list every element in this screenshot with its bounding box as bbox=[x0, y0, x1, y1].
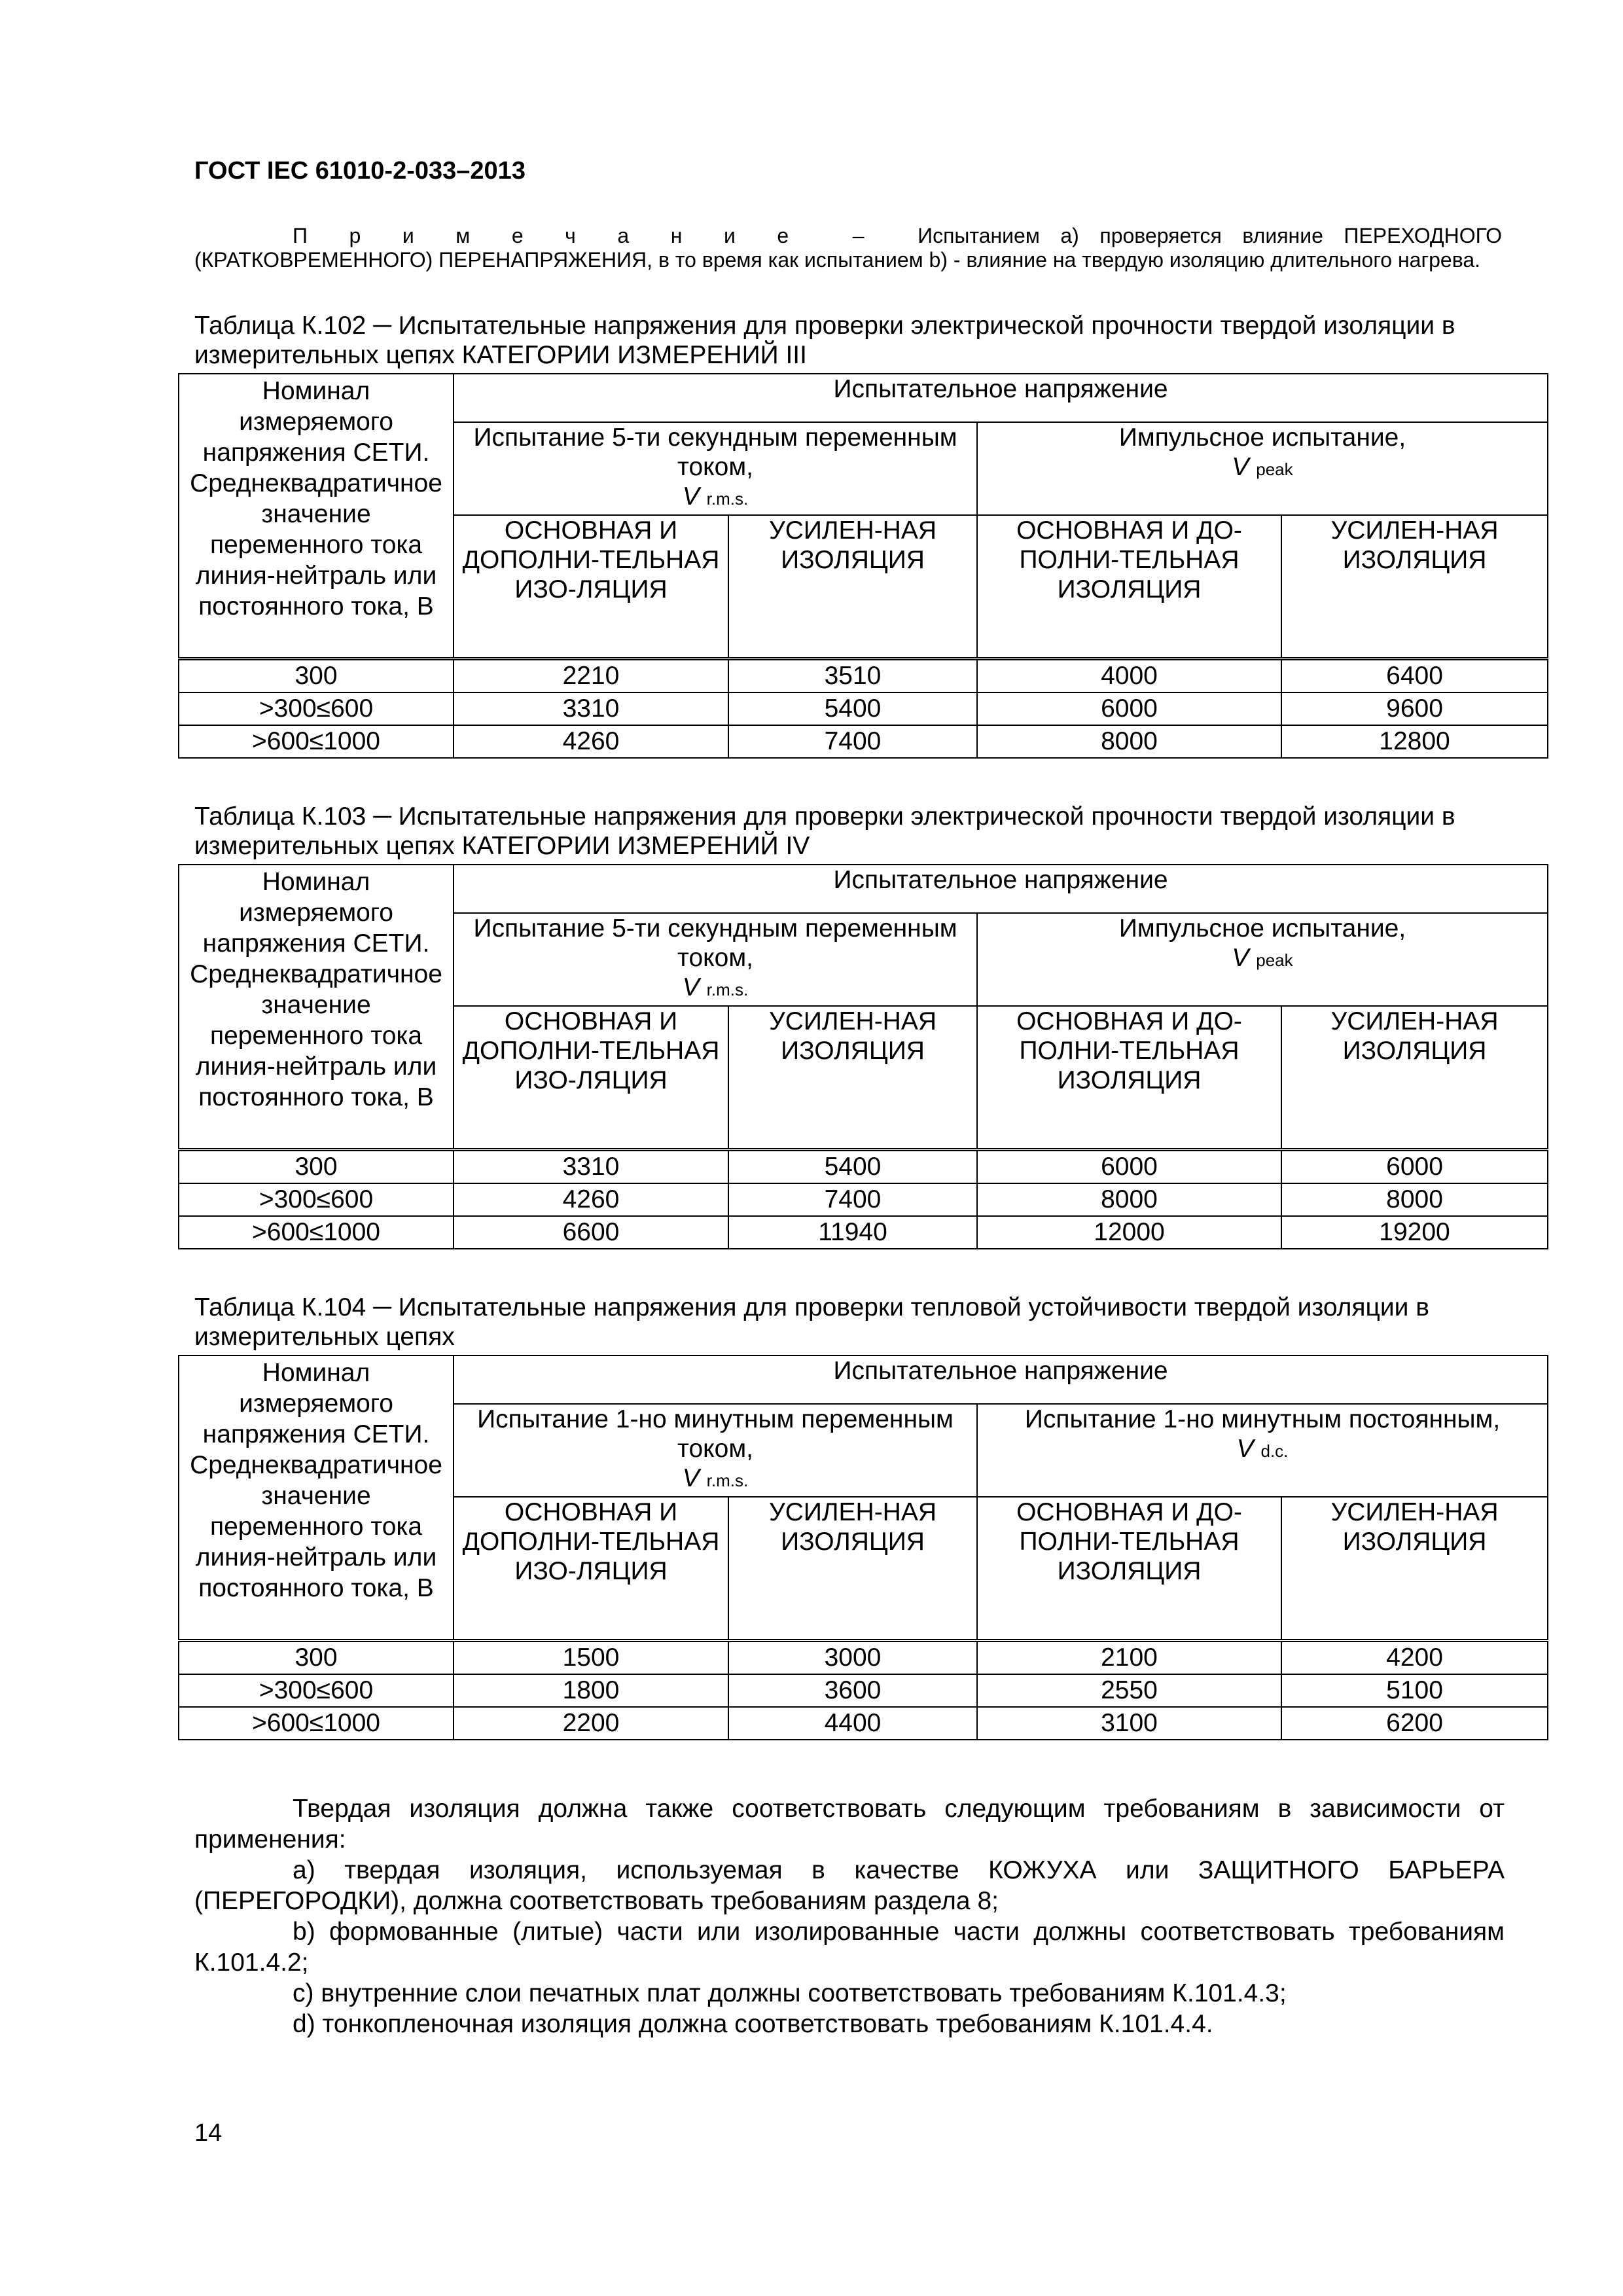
table-cell: 5400 bbox=[728, 692, 977, 725]
table-row bbox=[179, 725, 1548, 758]
table-row bbox=[179, 1216, 1548, 1249]
table-cell: 2100 bbox=[977, 1641, 1281, 1675]
column-header: УСИЛЕН-НАЯ ИЗОЛЯЦИЯ bbox=[728, 1006, 977, 1149]
table-cell: 4000 bbox=[977, 659, 1281, 693]
column-header: ОСНОВНАЯ И ДОПОЛНИ-ТЕЛЬНАЯ ИЗО-ЛЯЦИЯ bbox=[454, 1497, 728, 1640]
requirement-item: d) тонкопленочная изоляция должна соответствовать требованиям К.101.4.4. bbox=[293, 2010, 1213, 2038]
column-header: УСИЛЕН-НАЯ ИЗОЛЯЦИЯ bbox=[1281, 1006, 1548, 1149]
table-cell: >300≤600 bbox=[179, 1183, 454, 1216]
table-cell: 6400 bbox=[1281, 659, 1548, 693]
table-row bbox=[179, 659, 1548, 693]
table-cell: >300≤600 bbox=[179, 692, 454, 725]
column-header: УСИЛЕН-НАЯ ИЗОЛЯЦИЯ bbox=[1281, 1497, 1548, 1640]
top-header-cell: Испытательное напряжение bbox=[454, 865, 1548, 913]
table-cell: 8000 bbox=[977, 725, 1281, 758]
note-dash: – bbox=[852, 224, 865, 247]
table-cell: 300 bbox=[179, 1150, 454, 1184]
document-header: ГОСТ IEC 61010-2-033–2013 bbox=[194, 157, 526, 185]
table-cell: 4260 bbox=[454, 725, 728, 758]
requirement-item: a) твердая изоляция, используемая в качестве КОЖУХА или ЗАЩИТНОГО БАРЬЕРА (ПЕРЕГОРОДКИ), должна соответствовать требованиям раздела 8; bbox=[194, 1856, 1505, 1915]
table-row bbox=[179, 1707, 1548, 1740]
table-cell: 11940 bbox=[728, 1216, 977, 1249]
requirements-intro: Твердая изоляция должна также соответствовать следующим требованиям в зависимости от применения: bbox=[194, 1795, 1505, 1854]
note-text: Испытанием а) проверяется влияние ПЕРЕХОДНОГО (КРАТКОВРЕМЕННОГО) ПЕРЕНАПРЯЖЕНИЯ, в то время как испытанием b) - влияние на твердую изоляцию длительного нагрева. bbox=[194, 224, 1503, 272]
table-cell: 2550 bbox=[977, 1674, 1281, 1707]
table-cell: 6000 bbox=[977, 1150, 1281, 1184]
table-cell: 1800 bbox=[454, 1674, 728, 1707]
table-cell: 8000 bbox=[977, 1183, 1281, 1216]
table-cell: 7400 bbox=[728, 725, 977, 758]
page-number: 14 bbox=[194, 2119, 223, 2147]
top-header-cell: Испытательное напряжение bbox=[454, 374, 1548, 422]
requirement-item: c) внутренние слои печатных плат должны соответствовать требованиям К.101.4.3; bbox=[293, 1979, 1287, 2007]
group-header-cell: Импульсное испытание, V peak bbox=[977, 422, 1548, 515]
table-cell: >600≤1000 bbox=[179, 725, 454, 758]
test-voltage-table bbox=[178, 1355, 1548, 1740]
requirements-text bbox=[194, 1793, 1505, 2039]
table-cell: 3310 bbox=[454, 692, 728, 725]
table-cell: 8000 bbox=[1281, 1183, 1548, 1216]
table-cell: >300≤600 bbox=[179, 1674, 454, 1707]
table-row bbox=[179, 692, 1548, 725]
group-header-cell: Испытание 1-но минутным постоянным, V d.c. bbox=[977, 1404, 1548, 1497]
table-cell: 5100 bbox=[1281, 1674, 1548, 1707]
table-caption: Таблица К.102 ─ Испытательные напряжения для проверки электрической прочности твердой изоляции в измерительных цепях КАТЕГОРИИ ИЗМЕРЕНИЙ III bbox=[194, 312, 1455, 369]
table-cell: 12000 bbox=[977, 1216, 1281, 1249]
table-row bbox=[179, 1150, 1548, 1184]
note-label: П р и м е ч а н и е bbox=[293, 224, 800, 247]
group-header-cell: Испытание 5-ти секундным переменным током, V r.m.s. bbox=[454, 913, 977, 1006]
table-row bbox=[179, 1183, 1548, 1216]
table-row bbox=[179, 1674, 1548, 1707]
test-voltage-table bbox=[178, 373, 1548, 759]
table-caption: Таблица К.104 ─ Испытательные напряжения для проверки тепловой устойчивости твердой изоляции в измерительных цепях bbox=[194, 1293, 1430, 1351]
table-cell: 1500 bbox=[454, 1641, 728, 1675]
column-header: ОСНОВНАЯ И ДО-ПОЛНИ-ТЕЛЬНАЯ ИЗОЛЯЦИЯ bbox=[977, 515, 1281, 658]
table-caption: Таблица К.103 ─ Испытательные напряжения для проверки электрической прочности твердой изоляции в измерительных цепях КАТЕГОРИИ ИЗМЕРЕНИЙ IV bbox=[194, 802, 1455, 860]
column-header: УСИЛЕН-НАЯ ИЗОЛЯЦИЯ bbox=[728, 515, 977, 658]
column-header: ОСНОВНАЯ И ДОПОЛНИ-ТЕЛЬНАЯ ИЗО-ЛЯЦИЯ bbox=[454, 515, 728, 658]
table-row bbox=[179, 1641, 1548, 1675]
table-cell: 6000 bbox=[1281, 1150, 1548, 1184]
table-cell: 7400 bbox=[728, 1183, 977, 1216]
row-header-cell: Номинал измеряемого напряжения СЕТИ. Среднеквадратичное значение переменного тока линия-нейтраль или постоянного тока, В bbox=[179, 374, 454, 659]
table-cell: 9600 bbox=[1281, 692, 1548, 725]
table-cell: 12800 bbox=[1281, 725, 1548, 758]
column-header: УСИЛЕН-НАЯ ИЗОЛЯЦИЯ bbox=[1281, 515, 1548, 658]
column-header: ОСНОВНАЯ И ДО-ПОЛНИ-ТЕЛЬНАЯ ИЗОЛЯЦИЯ bbox=[977, 1497, 1281, 1640]
table-cell: 6600 bbox=[454, 1216, 728, 1249]
row-header-cell: Номинал измеряемого напряжения СЕТИ. Среднеквадратичное значение переменного тока линия-нейтраль или постоянного тока, В bbox=[179, 1355, 454, 1641]
group-header-cell: Испытание 5-ти секундным переменным током, V r.m.s. bbox=[454, 422, 977, 515]
requirement-item: b) формованные (литые) части или изолированные части должны соответствовать требованиям К.101.4.2; bbox=[194, 1918, 1505, 1977]
table-cell: 19200 bbox=[1281, 1216, 1548, 1249]
table-cell: 3000 bbox=[728, 1641, 977, 1675]
column-header: УСИЛЕН-НАЯ ИЗОЛЯЦИЯ bbox=[728, 1497, 977, 1640]
row-header-cell: Номинал измеряемого напряжения СЕТИ. Среднеквадратичное значение переменного тока линия-нейтраль или постоянного тока, В bbox=[179, 865, 454, 1150]
table-cell: >600≤1000 bbox=[179, 1707, 454, 1740]
column-header: ОСНОВНАЯ И ДОПОЛНИ-ТЕЛЬНАЯ ИЗО-ЛЯЦИЯ bbox=[454, 1006, 728, 1149]
table-cell: 6000 bbox=[977, 692, 1281, 725]
table-cell: 4400 bbox=[728, 1707, 977, 1740]
table-cell: 2210 bbox=[454, 659, 728, 693]
group-header-cell: Испытание 1-но минутным переменным током, V r.m.s. bbox=[454, 1404, 977, 1497]
table-cell: 3310 bbox=[454, 1150, 728, 1184]
test-voltage-table bbox=[178, 864, 1548, 1249]
table-cell: 4200 bbox=[1281, 1641, 1548, 1675]
table-cell: 3100 bbox=[977, 1707, 1281, 1740]
group-header-cell: Импульсное испытание, V peak bbox=[977, 913, 1548, 1006]
table-cell: 4260 bbox=[454, 1183, 728, 1216]
table-cell: 300 bbox=[179, 659, 454, 693]
table-cell: 3510 bbox=[728, 659, 977, 693]
table-cell: >600≤1000 bbox=[179, 1216, 454, 1249]
top-header-cell: Испытательное напряжение bbox=[454, 1355, 1548, 1404]
table-cell: 3600 bbox=[728, 1674, 977, 1707]
column-header: ОСНОВНАЯ И ДО-ПОЛНИ-ТЕЛЬНАЯ ИЗОЛЯЦИЯ bbox=[977, 1006, 1281, 1149]
note bbox=[194, 224, 1502, 272]
table-cell: 5400 bbox=[728, 1150, 977, 1184]
table-cell: 2200 bbox=[454, 1707, 728, 1740]
table-cell: 300 bbox=[179, 1641, 454, 1675]
table-cell: 6200 bbox=[1281, 1707, 1548, 1740]
